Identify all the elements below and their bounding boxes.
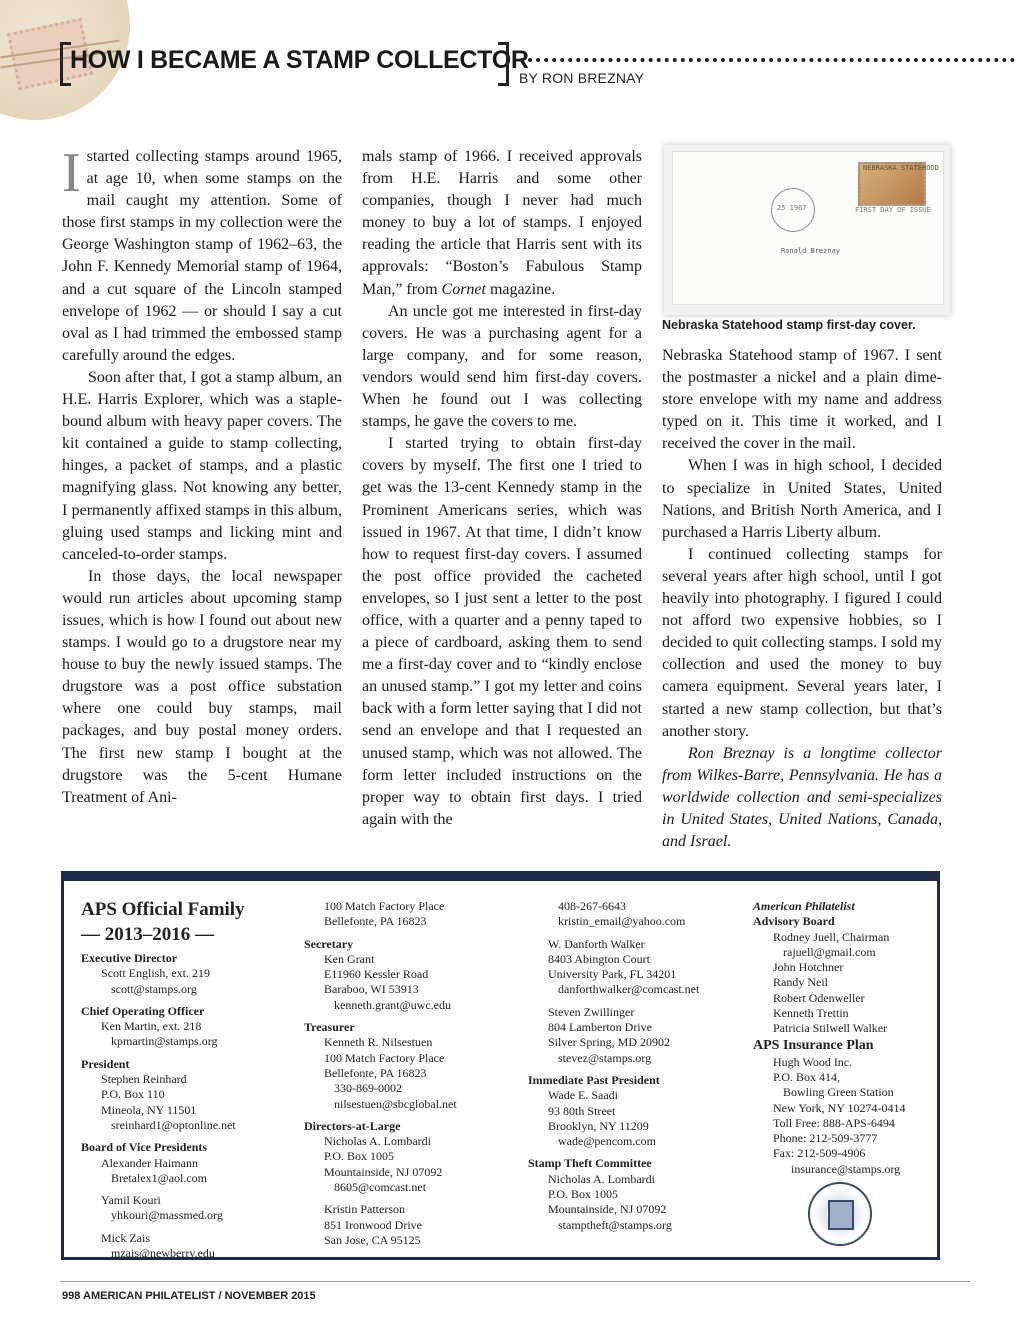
- entry-line: Kenneth R. Nilsestuen: [324, 1035, 433, 1050]
- header-bracket-right: [498, 42, 509, 86]
- figure-caption: Nebraska Statehood stamp first-day cover.: [662, 318, 916, 332]
- entry-gap: [304, 1112, 524, 1119]
- article-column-1: [62, 142, 342, 809]
- entry-line: Nicholas A. Lombardi: [548, 1171, 655, 1186]
- author-bio: Ron Breznay is a longtime collector from Wilkes-Barre, Pennsylvania. He has a worldwide collection and semi-specializes in United States, United Nations, Canada, and Israel.: [662, 744, 942, 851]
- box-column-4: [753, 899, 943, 1177]
- entry-line: P.O. Box 1005: [548, 1187, 619, 1202]
- entry-gap: [81, 997, 291, 1004]
- entry-line: 8403 Abington Court: [548, 951, 651, 966]
- entry-line: Silver Spring, MD 20902: [548, 1035, 671, 1050]
- entry-contact: insurance@stamps.org: [791, 1161, 901, 1176]
- article-paragraph: I continued collecting stamps for several years after high school, until I got heavily into photography. I figured I could not afford two expensive hobbies, so I decided to quit collecting stamps. I sold my collection and used the money to buy camera equipment. Several years later, I started a new stamp collection, but that’s another story.: [662, 545, 942, 740]
- entry-line: New York, NY 10274-0414: [773, 1100, 906, 1115]
- paragraph-text: started collecting stamps around 1965, at age 10, when some stamps on the mail caught my attention. Some of those first stamps in my collection were the George Washington stamp of 1962–63, the John F. Kennedy Memorial stamp of 1964, and a cut square of the Lincoln stamped envelope of 1962 — or should I say a cut oval as I had trimmed the embossed stamp carefully around the edges.: [62, 148, 342, 364]
- entry-gap: [304, 930, 524, 937]
- entry-heading: American Philatelist: [753, 899, 855, 913]
- entry-line: Robert Odenweller: [773, 990, 865, 1005]
- entry-gap: [528, 1149, 748, 1156]
- entry-line: Scott English, ext. 219: [101, 966, 210, 981]
- header-dotted-rule: [520, 58, 1015, 62]
- article-paragraph: An uncle got me interested in first-day covers. He was a purchasing agent for a large company, and for some reason, vendors would send him first-day covers. When he found out I was collecting stamps, he gave the covers to me.: [362, 302, 642, 431]
- entry-contact: kenneth.grant@uwc.edu: [334, 997, 452, 1012]
- entry-gap: [81, 1186, 291, 1193]
- entry-line: 804 Lamberton Drive: [548, 1020, 652, 1035]
- entry-line: Hugh Wood Inc.: [773, 1054, 853, 1069]
- entry-gap: [81, 1133, 291, 1140]
- article-paragraph: [62, 142, 342, 367]
- entry-contact: 8605@comcast.net: [334, 1180, 427, 1195]
- entry-heading: Treasurer: [304, 1020, 355, 1035]
- entry-line: 100 Match Factory Place: [324, 1050, 445, 1065]
- entry-contact: 330-869-0002: [334, 1081, 402, 1096]
- entry-contact: wade@pencom.com: [558, 1134, 657, 1149]
- seal-emblem: [828, 1200, 854, 1230]
- box-column-1: [81, 897, 291, 1261]
- entry-line: Mountainside, NJ 07092: [324, 1164, 443, 1179]
- article-paragraph: When I was in high school, I decided to specialize in United States, United Nations, and British North America, and I purchased a Harris Liberty album.: [662, 457, 942, 541]
- entry-line: Wade E. Saadi: [548, 1088, 619, 1103]
- cover-label: FIRST DAY OF ISSUE: [855, 206, 931, 214]
- article-header: [60, 40, 1015, 90]
- box-column-3: [528, 899, 748, 1233]
- entry-line: Alexander Haimann: [101, 1155, 198, 1170]
- aps-official-family-box: [61, 871, 940, 1260]
- article-paragraph: Soon after that, I got a stamp album, an H.E. Harris Explorer, which was a staple-bound album with heavy paper covers. The kit contained a guide to stamp collecting, hinges, a packet of stamps, and a plastic magnifying glass. Not knowing any better, I permanently affixed stamps in this album, gluing used stamps and licking mint and canceled-to-order stamps.: [62, 368, 342, 563]
- entry-line: Randy Neil: [773, 975, 828, 990]
- magazine-title: Cornet: [441, 280, 486, 298]
- entry-line: Yamil Kouri: [101, 1193, 161, 1208]
- article-paragraph: In those days, the local newspaper would run articles about upcoming stamp issues, which is how I found out about new stamps. I would go to a drugstore near my house to buy the newly issued stamps. The drugstore was a post office substation where one could buy stamps, mail packages, and buy postal money orders. The first new stamp I bought at the drugstore was the 5-cent Humane Treatment of Ani-: [62, 567, 342, 806]
- entry-contact: Bretalex1@aol.com: [111, 1170, 208, 1185]
- entry-line: San Jose, CA 95125: [324, 1232, 421, 1247]
- entry-line: Toll Free: 888-APS-6494: [773, 1115, 895, 1130]
- entry-line: Bellefonte, PA 16823: [324, 914, 427, 929]
- entry-line: Phone: 212-509-3777: [773, 1131, 878, 1146]
- entry-line: Ken Grant: [324, 951, 375, 966]
- entry-contact: yhkouri@massmed.org: [111, 1208, 223, 1223]
- entry-line: Bellefonte, PA 16823: [324, 1065, 427, 1080]
- article-paragraph: [362, 146, 642, 301]
- entry-line: Stephen Reinhard: [101, 1072, 187, 1087]
- entry-line: John Hotchner: [773, 960, 844, 975]
- entry-line: 851 Ironwood Drive: [324, 1217, 422, 1232]
- entry-line: Ken Martin, ext. 218: [101, 1019, 202, 1034]
- entry-line: Kenneth Trettin: [773, 1006, 849, 1021]
- box-entries: [81, 951, 291, 1261]
- entry-heading: Board of Vice Presidents: [81, 1140, 208, 1155]
- paragraph-text: mals stamp of 1966. I received approvals from H.E. Harris and some other companies, though I never had much money to buy a lot of stamps. I enjoyed reading the article that Harris sent with its approvals: “Boston’s Fabulous Stamp Man,” from: [362, 148, 642, 298]
- box-title: APS Official Family: [81, 899, 245, 920]
- envelope: [672, 151, 944, 305]
- box-entries: [753, 899, 943, 1177]
- entry-contact: mzais@newberry.edu: [111, 1246, 215, 1261]
- entry-contact: stamptheft@stamps.org: [558, 1217, 672, 1232]
- entry-line: W. Danforth Walker: [548, 936, 645, 951]
- entry-heading: Secretary: [304, 936, 354, 951]
- entry-line: P.O. Box 1005: [324, 1149, 395, 1164]
- entry-contact: Bowling Green Station: [783, 1085, 894, 1100]
- entry-line: Baraboo, WI 53913: [324, 982, 419, 997]
- entry-line: University Park, FL 34201: [548, 967, 677, 982]
- paragraph-text: magazine.: [485, 280, 556, 298]
- article-column-2: [362, 146, 642, 831]
- box-entries: [528, 899, 748, 1233]
- entry-heading: Advisory Board: [753, 914, 835, 929]
- entry-gap: [528, 930, 748, 937]
- entry-heading: Executive Director: [81, 951, 178, 965]
- entry-contact: kristin_email@yahoo.com: [558, 914, 686, 929]
- entry-contact: danforthwalker@comcast.net: [558, 982, 700, 997]
- article-paragraph: I started trying to obtain first-day covers by myself. The first one I tried to get was the 13-cent Kennedy stamp in the Prominent Americans series, which was issued in 1967. At that time, I didn’t know how to request first-day covers. I assumed the post office provided the cacheted envelopes, so I just sent a letter to the post office, with a quarter and a penny taped to a piece of cardboard, asking them to send me a first-day cover and to “kindly enclose an unused stamp.” I got my letter and coins back with a form letter saying that I did not send an envelope and that I requested an unused stamp, which was not allowed. The form letter included instructions on the proper way to obtain first days. I tried again with the: [362, 435, 642, 828]
- entry-heading: Immediate Past President: [528, 1072, 660, 1087]
- entry-contact: sreinhard1@optonline.net: [111, 1117, 236, 1132]
- entry-line: Mineola, NY 11501: [101, 1102, 197, 1117]
- article-title: HOW I BECAME A STAMP COLLECTOR: [70, 46, 529, 74]
- page-footer: 998 AMERICAN PHILATELIST / NOVEMBER 2015: [62, 1290, 316, 1302]
- entry-line: Fax: 212-509-4906: [773, 1146, 866, 1161]
- entry-line: 100 Match Factory Place: [324, 899, 445, 913]
- box-column-2: [304, 899, 524, 1248]
- entry-line: Kristin Patterson: [324, 1202, 405, 1217]
- entry-contact: 408-267-6643: [558, 899, 626, 913]
- entry-contact: nilsestuen@sbcglobal.net: [334, 1096, 457, 1111]
- drop-cap: I: [62, 142, 81, 204]
- entry-contact: stevez@stamps.org: [558, 1050, 652, 1065]
- entry-line: Nicholas A. Lombardi: [324, 1134, 431, 1149]
- entry-gap: [304, 1195, 524, 1202]
- addressee-text: Ronald Breznay: [781, 247, 841, 255]
- footer-rule: [60, 1281, 970, 1282]
- article-byline: BY RON BREZNAY: [519, 70, 645, 86]
- entry-gap: [81, 1050, 291, 1057]
- aps-seal-logo: [808, 1182, 872, 1246]
- entry-gap: [304, 1013, 524, 1020]
- entry-line: Mick Zais: [101, 1230, 150, 1245]
- entry-gap: [528, 998, 748, 1005]
- article-column-3: [662, 345, 942, 853]
- box-title-years: — 2013–2016 —: [81, 924, 214, 945]
- entry-line: Mountainside, NJ 07092: [548, 1202, 667, 1217]
- entry-line: Rodney Juell, Chairman: [773, 929, 890, 944]
- entry-line: Steven Zwillinger: [548, 1004, 635, 1019]
- entry-contact: scott@stamps.org: [111, 981, 197, 996]
- article-paragraph: Nebraska Statehood stamp of 1967. I sent the postmaster a nickel and a plain dime-store envelope with my name and address typed on it. This time it worked, and I received the cover in the mail.: [662, 347, 942, 453]
- box-entries: [304, 899, 524, 1248]
- entry-heading: President: [81, 1056, 130, 1071]
- entry-heading: Directors-at-Large: [304, 1118, 401, 1133]
- entry-heading: Stamp Theft Committee: [528, 1156, 652, 1171]
- entry-line: Patricia Stilwell Walker: [773, 1021, 888, 1036]
- entry-line: 93 80th Street: [548, 1103, 616, 1118]
- entry-gap: [81, 1224, 291, 1231]
- entry-contact: kpmartin@stamps.org: [111, 1034, 218, 1049]
- entry-contact: rajuell@gmail.com: [783, 944, 876, 959]
- entry-line: E11960 Kessler Road: [324, 967, 429, 982]
- entry-heading: Chief Operating Officer: [81, 1003, 205, 1018]
- entry-line: P.O. Box 414,: [773, 1069, 841, 1084]
- entry-heading: APS Insurance Plan: [753, 1037, 874, 1053]
- entry-gap: [528, 1066, 748, 1073]
- first-day-cover-photo: [664, 145, 950, 315]
- postmark-text: 25 1967: [777, 204, 807, 212]
- entry-line: P.O. Box 110: [101, 1087, 165, 1102]
- entry-line: Brooklyn, NY 11209: [548, 1118, 649, 1133]
- stamp-label: NEBRASKA STATEHOOD: [863, 164, 939, 172]
